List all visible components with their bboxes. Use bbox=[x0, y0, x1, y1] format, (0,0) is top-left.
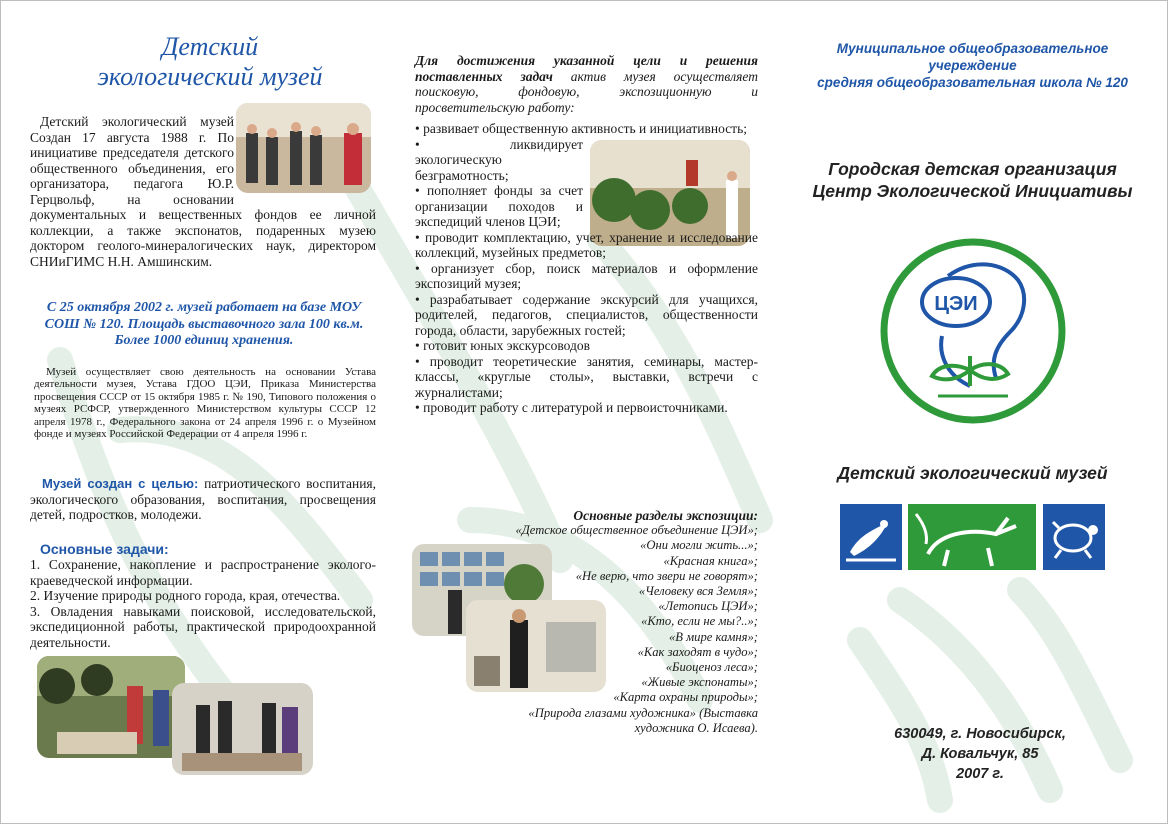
logo-text: ЦЭИ bbox=[934, 293, 978, 315]
sections-heading: Основные разделы экспозиции: bbox=[573, 508, 758, 523]
activities-list bbox=[415, 121, 758, 416]
section-item: «Не верю, что звери не говорят»; bbox=[575, 568, 758, 583]
activities-lead bbox=[415, 53, 758, 115]
museum-name: Детский экологический музей bbox=[837, 463, 1108, 483]
deer-icon bbox=[908, 504, 1036, 570]
classroom-photo-image bbox=[37, 656, 185, 758]
address-year: 2007 г. bbox=[956, 766, 1004, 782]
intro-paragraph-text: Детский экологический музей Создан 17 августа 1988 г. По инициативе председателя детского общественного объединения, его организатора, педагога Ю.Р. Герцвольф, на основании документальных и вещественных фондов ее личной коллекции, а также экспонатов, подаренных музею доктором геолого-минералогических наук, директором СНИиГИМС Н.Н. Амшинским. bbox=[30, 114, 376, 269]
photo-spacer bbox=[234, 114, 376, 194]
activity-item: • проводит работу с литературой и первоисточниками. bbox=[415, 400, 728, 415]
cei-logo bbox=[878, 236, 1068, 426]
school-name-line-2: средняя общеобразовательная школа № 120 bbox=[817, 75, 1128, 90]
section-item: «Красная книга»; bbox=[663, 553, 758, 568]
section-item: «В мире камня»; bbox=[668, 629, 758, 644]
title-line-2: экологический музей bbox=[97, 62, 323, 91]
section-item: «Они могли жить...»; bbox=[640, 538, 758, 553]
goal-label: Музей создан с целью: bbox=[42, 476, 199, 491]
highlight-text: С 25 октября 2002 г. музей работает на базе МОУ СОШ № 120. Площадь выставочного зала 100 кв.м. Более 1000 единиц хранения. bbox=[44, 300, 364, 348]
tile-bird-icon bbox=[840, 504, 902, 570]
goal-text bbox=[30, 476, 376, 523]
activity-item: • ликвидирует экологическую безграмотность; bbox=[415, 136, 583, 183]
address-line-2: Д. Ковальчук, 85 bbox=[921, 746, 1039, 762]
task-item bbox=[30, 604, 376, 651]
exhibit-group-photo bbox=[172, 683, 313, 775]
section-item: «Человеку вся Земля»; bbox=[638, 584, 758, 599]
activity-item: • разрабатывает содержание экскурсий для учащихся, родителей, педагогов, специалистов, общественности города, области, зарубежных гостей; bbox=[415, 291, 758, 338]
museum-title bbox=[60, 32, 360, 92]
section-item: «Как заходят в чудо»; bbox=[637, 644, 758, 659]
task-item: 1. Сохранение, накопление и распространение эколого-краеведческой информации. bbox=[30, 557, 376, 588]
intro-text bbox=[30, 114, 376, 269]
legal-text: Музей осуществляет свою деятельность на основании Устава деятельности музея, Устава ГДОО ЦЭИ, Приказа Министерства просвещения СССР от 15 октября 1985 г. № 190, Типового положения о музеях РСФСР, утвержденного Министерством культуры СССР 12 апреля 1978 г., Федерального закона от 24 апреля 1996 г. о Музейном фонде и музеях Российской Федерации от 4 апреля 1996 г. bbox=[34, 366, 376, 441]
address-block bbox=[880, 724, 1080, 784]
sections-block bbox=[480, 508, 758, 736]
tasks-heading: Основные задачи: bbox=[40, 541, 169, 557]
section-item: «Кто, если не мы?..»; bbox=[641, 614, 758, 629]
turtle-icon bbox=[1043, 504, 1105, 570]
intro-paragraph bbox=[30, 114, 376, 269]
task-item: 2. Изучение природы родного города, края, отечества. bbox=[30, 588, 341, 603]
activity-item: • пополняет фонды за счет организации походов и экспедиций членов ЦЭИ; bbox=[415, 183, 583, 229]
section-item: «Природа глазами художника» (Выставка художника О. Исаева). bbox=[528, 705, 758, 735]
tile-turtle-icon bbox=[1043, 504, 1105, 570]
section-item: «Карта охраны природы»; bbox=[613, 690, 758, 705]
classroom-photo bbox=[37, 656, 185, 758]
activity-item: • проводит комплектацию, учет, хранение и исследование коллекций, музейных предметов; bbox=[415, 229, 758, 260]
organization-name bbox=[800, 158, 1145, 202]
activity-item: • организует сбор, поиск материалов и оформление экспозиций музея; bbox=[415, 260, 758, 291]
activities-lead-bold: Для достижения указанной цели и решения поставленных задач bbox=[415, 53, 758, 84]
activities-lead-rest: актив музея осуществляет поисковую, фондовую, экспозиционную и просветительскую работу: bbox=[415, 68, 758, 115]
goal-body: патриотического воспитания, экологического образования, воспитания, просвещения детей, подростков, молодежи. bbox=[30, 476, 377, 522]
activity-item: • проводит теоретические занятия, семинары, мастер-классы, «круглые столы», выставки, встречи с журналистами; bbox=[415, 353, 758, 400]
bird-icon bbox=[840, 504, 902, 570]
tasks-block bbox=[30, 541, 376, 650]
activity-item: • развивает общественную активность и инициативность; bbox=[415, 121, 747, 136]
section-item: «Летопись ЦЭИ»; bbox=[658, 599, 758, 614]
school-name-line-1: Муниципальное общеобразовательное учереждение bbox=[836, 41, 1109, 73]
address-line-1: 630049, г. Новосибирск, bbox=[894, 726, 1066, 742]
exhibit-group-photo-image bbox=[172, 683, 313, 775]
title-line-1: Детский bbox=[161, 32, 259, 61]
section-item: «Детское общественное объединение ЦЭИ»; bbox=[515, 523, 758, 538]
section-item: «Живые экспонаты»; bbox=[641, 675, 758, 690]
school-name bbox=[800, 40, 1145, 91]
section-item: «Биоценоз леса»; bbox=[665, 660, 758, 675]
task-item-text: 3. Овладения навыками поисковой, исследовательской, экспедиционной работы, практической природоохранной деятельности. bbox=[30, 603, 376, 650]
organization-name-line-2: Центр Экологической Инициативы bbox=[812, 181, 1133, 201]
organization-name-line-1: Городская детская организация bbox=[828, 159, 1117, 179]
activity-item: • готовит юных экскурсоводов bbox=[415, 338, 590, 353]
tile-deer-icon bbox=[908, 504, 1036, 570]
